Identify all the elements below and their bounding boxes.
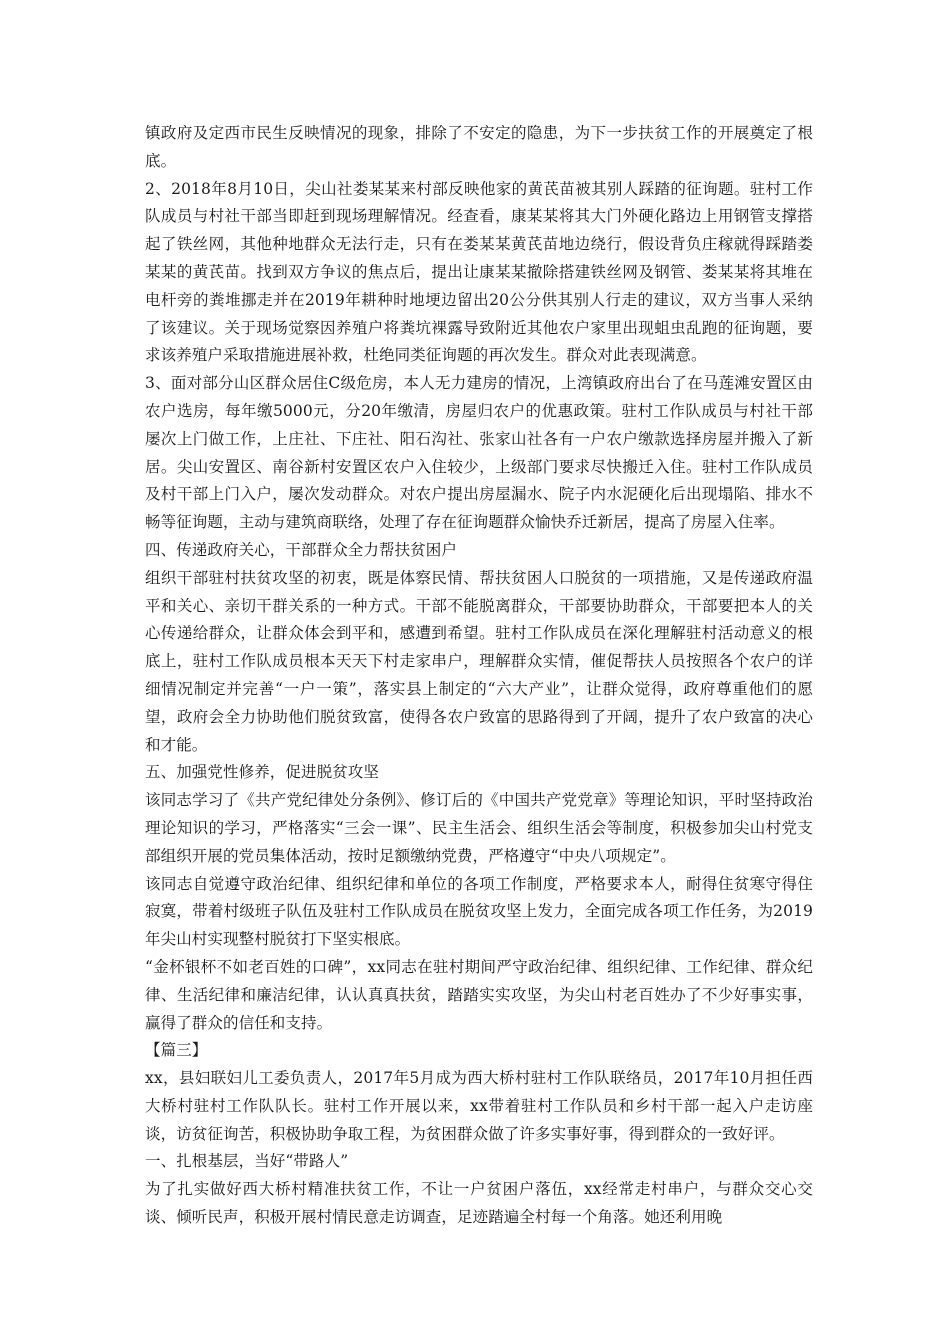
paragraph-item-3: 3、面对部分山区群众居住C级危房，本人无力建房的情况，上湾镇政府出台了在马莲滩安置区由农户选房，每年缴5000元，分20年缴清，房屋归农户的优惠政策。驻村工作队成员与村社干部屡次上门做工作，上庄社、下庄社、阳石沟社、张家山社各有一户农户缴款选择房屋并搬入了新居。尖山安置区、南谷新村安置区农户入住较少，上级部门要求尽快搬迁入住。驻村工作队成员及村干部上门入户，屡次发动群众。对农户提出房屋漏水、院子内水泥硬化后出现塌陷、排水不畅等征询题，主动与建筑商联络，处理了存在征询题群众愉快乔迁新居，提高了房屋入住率。	[145, 374, 813, 532]
section-heading-1: 一、扎根基层，当好“带路人”	[145, 1152, 349, 1171]
section-heading-4: 四、传递政府关心，干部群众全力帮扶贫困户	[145, 540, 458, 559]
part-three-heading: 【篇三】	[145, 1041, 208, 1060]
paragraph-continuation: 镇政府及定西市民生反映情况的现象，排除了不安定的隐患，为下一步扶贫工作的开展奠定了根底。	[145, 124, 813, 170]
section-heading-5: 五、加强党性修养，促进脱贫攻坚	[145, 763, 380, 782]
paragraph-part-three-intro: xx，县妇联妇儿工委负责人，2017年5月成为西大桥村驻村工作队联络员，2017年10月担任西大桥村驻村工作队队长。驻村工作开展以来，xx带着驻村工作队员和乡村干部一起入户走访座谈，访贫征询苦，积极协助争取工程，为贫困群众做了许多实事好事，得到群众的一致好评。	[145, 1069, 813, 1143]
paragraph-party-study: 该同志学习了《共产党纪律处分条例》、修订后的《中国共产党党章》等理论知识，平时坚持政治理论知识的学习，严格落实“三会一课”、民主生活会、组织生活会等制度，积极参加尖山村党支部组织开展的党员集体活动，按时足额缴纳党费，严格遵守“中央八项规定”。	[145, 791, 813, 865]
paragraph-discipline: 该同志自觉遵守政治纪律、组织纪律和单位的各项工作制度，严格要求本人，耐得住贫寒守得住寂寞，带着村级班子队伍及驻村工作队成员在脱贫攻坚上发力，全面完成各项工作任务，为2019年尖山村实现整村脱贫打下坚实根底。	[145, 874, 813, 949]
paragraph-item-2: 2、2018年8月10日，尖山社娄某某来村部反映他家的黄芪苗被其别人踩踏的征询题。驻村工作队成员与村社干部当即赶到现场理解情况。经查看，康某某将其大门外硬化路边上用钢管支撑搭起了铁丝网，其他种地群众无法行走，只有在娄某某黄芪苗地边绕行，假设背负庄稼就得踩踏娄某某的黄芪苗。找到双方争议的焦点后，提出让康某某撤除搭建铁丝网及钢管、娄某某将其堆在电杆旁的粪堆挪走并在2019年耕种时地埂边留出20公分供其别人行走的建议，双方当事人采纳了该建议。关于现场觉察因养殖户将粪坑裸露导致附近其他农户家里出现蛆虫乱跑的征询题，要求该养殖户采取措施进展补救，杜绝同类征询题的再次发生。群众对此表现满意。	[145, 179, 813, 365]
paragraph-section-4-body: 组织干部驻村扶贫攻坚的初衷，既是体察民情、帮扶贫困人口脱贫的一项措施，又是传递政府温平和关心、亲切干群关系的一种方式。干部不能脱离群众，干部要协助群众，干部要把本人的关心传递给群众，让群众体会到平和，感遭到希望。驻村工作队成员在深化理解驻村活动意义的根底上，驻村工作队成员根本天天下村走家串户，理解群众实情，催促帮扶人员按照各个农户的详细情况制定并完善“一户一策”，落实县上制定的“六大产业”，让群众觉得，政府尊重他们的愿望，政府会全力协助他们脱贫致富，使得各农户致富的思路得到了开阔，提升了农户致富的决心和才能。	[145, 568, 813, 754]
document-body	[145, 120, 813, 1232]
paragraph-section-1-body: 为了扎实做好西大桥村精准扶贫工作，不让一户贫困户落伍，xx经常走村串户，与群众交心交谈、倾听民声，积极开展村情民意走访调查，足迹踏遍全村每一个角落。她还利用晚	[145, 1180, 813, 1227]
paragraph-reputation: “金杯银杯不如老百姓的口碑”，xx同志在驻村期间严守政治纪律、组织纪律、工作纪律、群众纪律、生活纪律和廉洁纪律，认认真真扶贫，踏踏实实攻坚，为尖山村老百姓办了不少好事实事，赢得了群众的信任和支持。	[145, 957, 813, 1032]
